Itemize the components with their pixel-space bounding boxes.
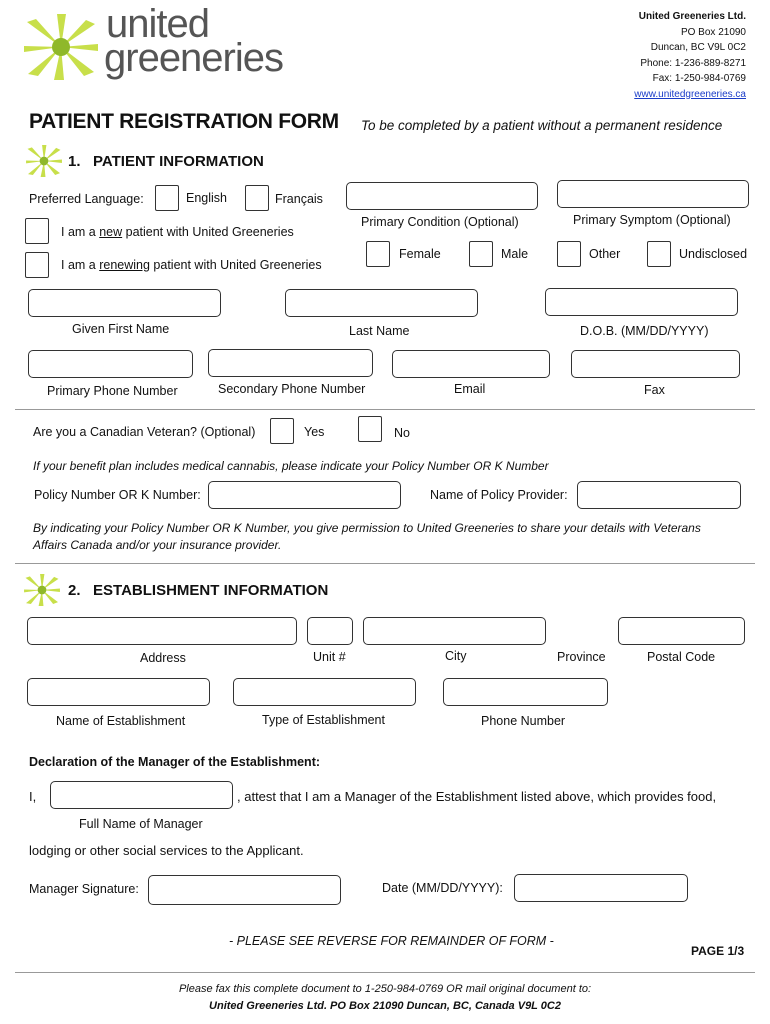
given-first-name-input[interactable]	[28, 289, 221, 317]
logo-text-greeneries: greeneries	[104, 36, 284, 80]
declaration-i: I,	[29, 789, 37, 804]
french-checkbox[interactable]	[245, 185, 269, 211]
female-label: Female	[399, 247, 441, 261]
unit-input[interactable]	[307, 617, 353, 645]
company-phone: Phone: 1-236-889-8271	[640, 57, 746, 69]
section-leaf-icon	[26, 145, 62, 177]
section2-heading: 2. ESTABLISHMENT INFORMATION	[68, 582, 329, 599]
english-checkbox[interactable]	[155, 185, 179, 211]
leaf-logo-icon	[24, 14, 98, 80]
company-website-link[interactable]: www.unitedgreeneries.ca	[634, 88, 746, 100]
dob-input[interactable]	[545, 288, 738, 316]
company-logo	[24, 2, 314, 82]
form-title: PATIENT REGISTRATION FORM	[29, 110, 339, 133]
declaration-heading: Declaration of the Manager of the Establishment:	[29, 755, 321, 769]
company-fax: Fax: 1-250-984-0769	[652, 73, 746, 84]
postal-code-label: Postal Code	[647, 650, 716, 664]
last-name-label: Last Name	[349, 324, 410, 338]
establishment-name-input[interactable]	[27, 678, 210, 706]
policy-number-input[interactable]	[208, 481, 401, 509]
veteran-question: Are you a Canadian Veteran? (Optional)	[33, 425, 256, 439]
manager-name-label: Full Name of Manager	[79, 817, 203, 831]
fax-label: Fax	[644, 383, 665, 397]
date-label: Date (MM/DD/YYYY):	[382, 881, 503, 895]
veteran-no-checkbox[interactable]	[358, 416, 382, 442]
primary-phone-input[interactable]	[28, 350, 193, 378]
female-checkbox[interactable]	[366, 241, 390, 267]
manager-signature-input[interactable]	[148, 875, 341, 905]
primary-symptom-label: Primary Symptom (Optional)	[573, 213, 731, 227]
new-patient-checkbox[interactable]	[25, 218, 49, 244]
preferred-language-label: Preferred Language:	[29, 192, 144, 206]
male-label: Male	[501, 247, 529, 261]
policy-number-label: Policy Number OR K Number:	[34, 488, 201, 502]
veteran-yes-label: Yes	[304, 425, 325, 439]
address-label: Address	[140, 651, 186, 665]
veteran-yes-checkbox[interactable]	[270, 418, 294, 444]
given-first-name-label: Given First Name	[72, 322, 170, 336]
establishment-phone-input[interactable]	[443, 678, 608, 706]
divider	[15, 972, 755, 973]
email-input[interactable]	[392, 350, 550, 378]
renewing-patient-checkbox[interactable]	[25, 252, 49, 278]
company-city: Duncan, BC V9L 0C2	[650, 42, 746, 53]
company-name: United Greeneries Ltd.	[638, 11, 746, 22]
other-checkbox[interactable]	[557, 241, 581, 267]
divider	[15, 409, 755, 410]
permission-line-1: By indicating your Policy Number OR K Number, you give permission to United Greeneries to share your details with Veterans	[33, 521, 701, 535]
logo-text-united: united	[106, 2, 209, 46]
postal-code-input[interactable]	[618, 617, 745, 645]
establishment-name-label: Name of Establishment	[56, 714, 186, 728]
french-label: Français	[275, 192, 323, 206]
reverse-note: - PLEASE SEE REVERSE FOR REMAINDER OF FORM -	[229, 934, 554, 948]
new-patient-label: I am a new patient with United Greeneries	[61, 225, 294, 239]
manager-name-input[interactable]	[50, 781, 233, 809]
establishment-type-input[interactable]	[233, 678, 416, 706]
footer-mail-address: United Greeneries Ltd. PO Box 21090 Duncan, BC, Canada V9L 0C2	[209, 1000, 561, 1012]
form-subtitle: To be completed by a patient without a permanent residence	[361, 118, 723, 133]
company-address-block	[634, 9, 746, 102]
divider	[15, 563, 755, 564]
section1-heading: 1. PATIENT INFORMATION	[68, 153, 264, 170]
page-number: PAGE 1/3	[691, 944, 745, 958]
declaration-text-2: lodging or other social services to the Applicant.	[29, 843, 304, 858]
declaration-text-1: , attest that I am a Manager of the Establishment listed above, which provides food,	[237, 789, 717, 804]
province-label: Province	[557, 650, 606, 664]
address-input[interactable]	[27, 617, 297, 645]
primary-condition-label: Primary Condition (Optional)	[361, 215, 519, 229]
english-label: English	[186, 191, 227, 205]
undisclosed-label: Undisclosed	[679, 247, 748, 261]
email-label: Email	[454, 382, 486, 396]
company-po-box: PO Box 21090	[680, 26, 746, 38]
benefit-note: If your benefit plan includes medical cannabis, please indicate your Policy Number OR K Number	[33, 459, 549, 473]
dob-label: D.O.B. (MM/DD/YYYY)	[580, 324, 709, 338]
secondary-phone-label: Secondary Phone Number	[218, 382, 366, 396]
veteran-no-label: No	[394, 426, 410, 440]
footer-fax-note: Please fax this complete document to 1-250-984-0769 OR mail original document to:	[178, 983, 592, 995]
undisclosed-checkbox[interactable]	[647, 241, 671, 267]
last-name-input[interactable]	[285, 289, 478, 317]
city-label: City	[445, 649, 467, 663]
city-input[interactable]	[363, 617, 546, 645]
primary-symptom-input[interactable]	[557, 180, 749, 208]
secondary-phone-input[interactable]	[208, 349, 373, 377]
other-label: Other	[589, 247, 621, 261]
date-input[interactable]	[514, 874, 688, 902]
section-leaf-icon	[24, 574, 60, 606]
fax-input[interactable]	[571, 350, 740, 378]
renewing-patient-label: I am a renewing patient with United Greeneries	[61, 258, 322, 272]
policy-provider-label: Name of Policy Provider:	[430, 488, 568, 502]
policy-provider-input[interactable]	[577, 481, 741, 509]
establishment-phone-label: Phone Number	[481, 714, 566, 728]
male-checkbox[interactable]	[469, 241, 493, 267]
primary-condition-input[interactable]	[346, 182, 538, 210]
manager-signature-label: Manager Signature:	[29, 882, 139, 896]
establishment-type-label: Type of Establishment	[262, 713, 385, 727]
unit-label: Unit #	[313, 650, 346, 664]
permission-line-2: Affairs Canada and/or your insurance provider.	[33, 538, 282, 552]
primary-phone-label: Primary Phone Number	[47, 384, 178, 398]
permission-note	[33, 520, 701, 554]
